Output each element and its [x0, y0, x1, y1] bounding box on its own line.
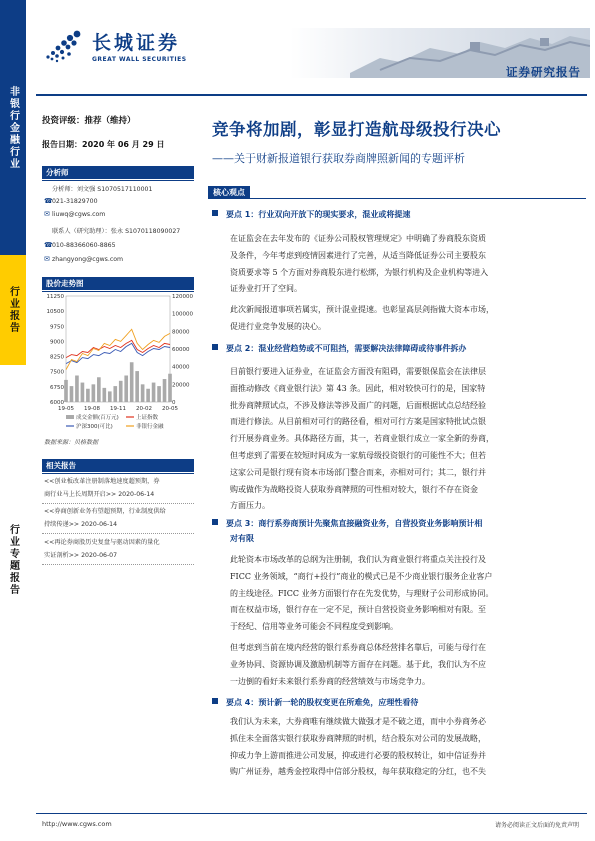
related-section-head: 相关报告	[42, 459, 194, 472]
related-report-link[interactable]: <<再论券商股历史复盘与驱动因素的量化	[44, 539, 160, 546]
chart-source: 数据来源：贝格数据	[44, 439, 99, 446]
volume-bar	[81, 383, 85, 402]
report-type: 证券研究报告	[506, 65, 581, 79]
phone-icon: ☎	[44, 197, 53, 205]
related-divider	[42, 533, 194, 534]
y-left-tick-label: 11250	[46, 294, 64, 300]
y-right-tick-label: 40000	[172, 364, 190, 371]
x-tick-label: 20-02	[136, 406, 152, 412]
paragraph-5	[230, 640, 582, 690]
bullet-square-icon	[212, 519, 218, 525]
email-text[interactable]: liuwq@cgws.com	[52, 211, 106, 218]
y-left-tick-label: 10500	[46, 309, 64, 316]
phone-icon: ☎	[44, 241, 53, 249]
series-line	[66, 329, 170, 369]
y-left-tick-label: 8250	[50, 354, 64, 361]
sidebar-topic-label: 行业专题报告	[7, 524, 19, 596]
company-logo	[44, 28, 187, 63]
volume-bar	[70, 386, 74, 402]
para-line: 资质要求等 5 个方面对券商股东进行松绑，为银行机构及企业机构等进入	[230, 267, 489, 277]
sidebar-industry-label: 非银行金融行业	[7, 85, 19, 170]
x-tick-label: 19-08	[84, 406, 100, 412]
x-tick-label: 19-11	[110, 406, 126, 412]
logo-mark-icon	[44, 29, 86, 63]
sidebar-report-label: 行业报告	[7, 286, 19, 334]
key-point-3-cont: 对有限	[230, 534, 254, 543]
related-report-link[interactable]: 持续传递>> 2020-06-14	[44, 521, 118, 528]
bullet-square-icon	[212, 210, 218, 216]
y-left-tick-label: 9000	[50, 339, 64, 346]
y-right-tick-label: 120000	[172, 294, 193, 300]
header-divider	[36, 94, 587, 96]
analyst-text: 分析师：刘文强 S1070517110001	[52, 186, 153, 193]
para-line: 我们认为未来，大券商唯有继续做大做强才是不破之道，而中小券商务必	[230, 717, 486, 726]
volume-bar	[102, 388, 106, 402]
contact-text: 联系人（研究助理）：张永 S1070118090027	[52, 228, 181, 235]
y-right-tick-label: 80000	[172, 329, 190, 336]
volume-bar	[146, 389, 150, 402]
x-tick-label: 19-05	[58, 406, 74, 412]
legend-swatch	[66, 415, 74, 419]
para-line: 购或做作为战略投资人获取券商牌照的可性相对较大，银行不存在资金	[230, 484, 478, 494]
sidebar	[0, 0, 26, 841]
para-line: 批券商牌照试点，不涉及修法等涉及面广的问题，后面根据试点总结经验	[230, 400, 486, 410]
para-line: 促进行业竞争发展的决心。	[230, 321, 326, 331]
paragraph-6	[230, 714, 582, 781]
volume-bar	[135, 371, 139, 402]
mail-icon: ✉	[44, 210, 50, 218]
para-line: 面推动修改《商业银行法》第 43 条。因此，相对较快可行的是，国家特	[230, 383, 486, 393]
related-report-link[interactable]: 实证剖析>> 2020-06-07	[44, 552, 118, 559]
para-line: 而进行修法。从目前相对可行的路径看，相对可行方案是国家特批试点银	[230, 417, 486, 427]
para-line: 于经纪、信用等业务可能会不同程度受到影响。	[230, 622, 398, 632]
phone-text: 010-88366060-8865	[52, 242, 116, 249]
para-line: 购广州证券，越秀金控取得中信部分股权，每年获取稳定的分红，也不失	[230, 767, 486, 777]
analyst-phone	[44, 197, 98, 205]
core-view-head	[208, 186, 586, 199]
footer-url[interactable]: http://www.cgws.com	[42, 820, 112, 828]
contact-line	[44, 226, 180, 235]
contact-email[interactable]	[44, 255, 123, 263]
volume-bar	[119, 381, 123, 402]
para-line: 抓住未全面落实银行获取券商牌照的时机，结合股东对公司的发展战略，	[230, 733, 486, 743]
key-point-3	[212, 518, 482, 529]
legend-label: 沪深300(可比)	[76, 424, 113, 430]
analyst-email[interactable]	[44, 210, 105, 218]
footer-divider	[36, 813, 587, 814]
footer-disclaimer: 请务必阅读正文后面的免责声明	[494, 822, 579, 829]
para-line: 但考虑到了需要在较短时间成为一家航母级投资银行的可能性不大；但若	[230, 450, 486, 460]
volume-bar	[92, 384, 96, 402]
volume-bar	[163, 379, 167, 402]
core-view-label: 核心观点	[208, 186, 250, 199]
mail-icon: ✉	[44, 255, 50, 263]
volume-bar	[113, 386, 117, 402]
volume-bar	[157, 386, 161, 402]
sidebar-report	[0, 255, 26, 365]
volume-bar	[97, 377, 101, 402]
para-line: 此次新闻报道事项若属实，预计混业提速。也彰显高层剑指做大资本市场，	[230, 305, 494, 314]
paragraph-2	[230, 302, 582, 336]
key-point-4	[212, 697, 418, 708]
key-point-text: 要点 4：预计新一轮的股权变更在所难免，应理性看待	[226, 698, 419, 707]
legend-label: 成交金额(百万元)	[76, 415, 119, 421]
volume-bar	[86, 389, 90, 402]
y-left-tick-label: 6750	[50, 384, 64, 391]
report-subtitle: ——关于财新报道银行获取券商牌照新闻的专题评析	[212, 152, 465, 165]
para-line: 抑或力争上游而推进公司发展，抑或进行必要的股权转让，如中信证券并	[230, 750, 486, 760]
investment-rating: 投资评级：推荐（维持）	[42, 116, 136, 126]
para-line: 业务协同、资源协调及激励机制等方面存在问题。基于此，我们认为不应	[230, 659, 486, 669]
para-line: 方面压力。	[230, 501, 270, 511]
para-line: 这家公司是银行现有资本市场部门整合而来，亦相对可行；其二，银行并	[230, 467, 486, 477]
paragraph-3	[230, 364, 582, 515]
analyst-line	[44, 184, 152, 193]
report-title: 竞争将加剧，彰显打造航母级投行决心	[212, 120, 501, 139]
volume-bar	[108, 391, 112, 402]
para-line: 在证监会在去年发布的《证券公司股权管理规定》中明确了券商股东资质	[230, 234, 486, 243]
stock-chart	[42, 290, 194, 436]
volume-bar	[141, 384, 145, 402]
phone-text: 021-31829700	[52, 198, 98, 205]
volume-bar	[152, 383, 156, 402]
y-right-tick-label: 20000	[172, 382, 190, 389]
para-line: FICC 业务领域，“商行+投行”商业的模式已是不少商业银行服务企业客户	[230, 571, 493, 581]
chart-section-head: 股价走势图	[42, 277, 194, 290]
volume-bar	[64, 380, 68, 402]
email-text[interactable]: zhangyong@cgws.com	[52, 256, 124, 263]
legend-label: 非银行金融	[136, 424, 164, 430]
sidebar-topic	[0, 490, 26, 630]
y-left-tick-label: 7500	[50, 369, 64, 376]
y-right-tick-label: 100000	[172, 311, 193, 318]
y-left-tick-label: 9750	[50, 324, 64, 331]
para-line: 证券业打开了空间。	[230, 284, 302, 294]
para-line: 行开展券商业务。具体路径方面，其一，若商业银行成立一家全新的券商，	[230, 434, 494, 444]
contact-phone	[44, 241, 116, 249]
y-right-tick-label: 0	[172, 400, 176, 406]
volume-bar	[130, 362, 134, 402]
volume-bar	[168, 374, 172, 402]
x-tick-label: 20-05	[162, 406, 178, 412]
key-point-1	[212, 209, 410, 220]
para-line: 一边倒的看好未来银行系券商的经营绩效与市场竞争力。	[230, 676, 430, 686]
analyst-section-head: 分析师	[42, 166, 194, 179]
report-date: 报告日期：2020 年 06 月 29 日	[42, 140, 165, 149]
key-point-text: 要点 3：商行系券商预计先聚焦直接融资业务，自营投资业务影响预计相	[226, 519, 483, 528]
key-point-text: 要点 2：混业经营趋势或不可阻挡，需要解决法律障碍或待事件拆办	[226, 344, 467, 353]
logo-en: GREAT WALL SECURITIES	[92, 56, 187, 63]
bullet-square-icon	[212, 698, 218, 704]
bullet-square-icon	[212, 344, 218, 350]
stock-chart-svg	[42, 290, 194, 436]
legend-label: 上证指数	[136, 415, 159, 421]
related-divider	[42, 564, 194, 565]
logo-cn: 长城证券	[92, 32, 181, 54]
paragraph-4	[230, 552, 582, 636]
y-left-tick-label: 6000	[50, 400, 64, 406]
para-line: 及条件，今年考虑到疫情因素进行了完善，从适当降低证券公司主要股东	[230, 250, 486, 260]
volume-bar	[75, 376, 79, 403]
paragraph-1	[230, 231, 582, 298]
sidebar-industry	[0, 0, 26, 255]
related-report-link[interactable]: <<券商创新业务有望超预期，行业制度供给	[44, 508, 166, 515]
key-point-text: 要点 1：行业双向开放下的现实要求，混业或将提速	[226, 210, 411, 219]
para-line: 而在权益市场，银行存在一定不足，预计自营投资业务影响相对有限。至	[230, 605, 486, 615]
para-line: 的主线途径。FICC 业务方面银行存在先发优势，与理财子公司形成协同。	[230, 588, 494, 598]
related-report-link[interactable]: 商行业马上长周期开启>> 2020-06-14	[44, 491, 155, 498]
y-right-tick-label: 60000	[172, 347, 190, 353]
para-line: 但考虑到当前在境内经营的银行系券商总体经营排名靠后，可能与母行在	[230, 643, 486, 652]
para-line: 目前银行要进入证券业，在证监会方面没有阻碍，需要银保监会在法律层	[230, 367, 486, 376]
related-report-link[interactable]: <<创业板改革注册制落地速度超预期，券	[44, 478, 160, 485]
key-point-2	[212, 343, 466, 354]
related-divider	[42, 503, 194, 504]
para-line: 此轮资本市场改革的总纲为注册制，我们认为商业银行将重点关注投行及	[230, 555, 486, 564]
volume-bar	[124, 376, 128, 403]
